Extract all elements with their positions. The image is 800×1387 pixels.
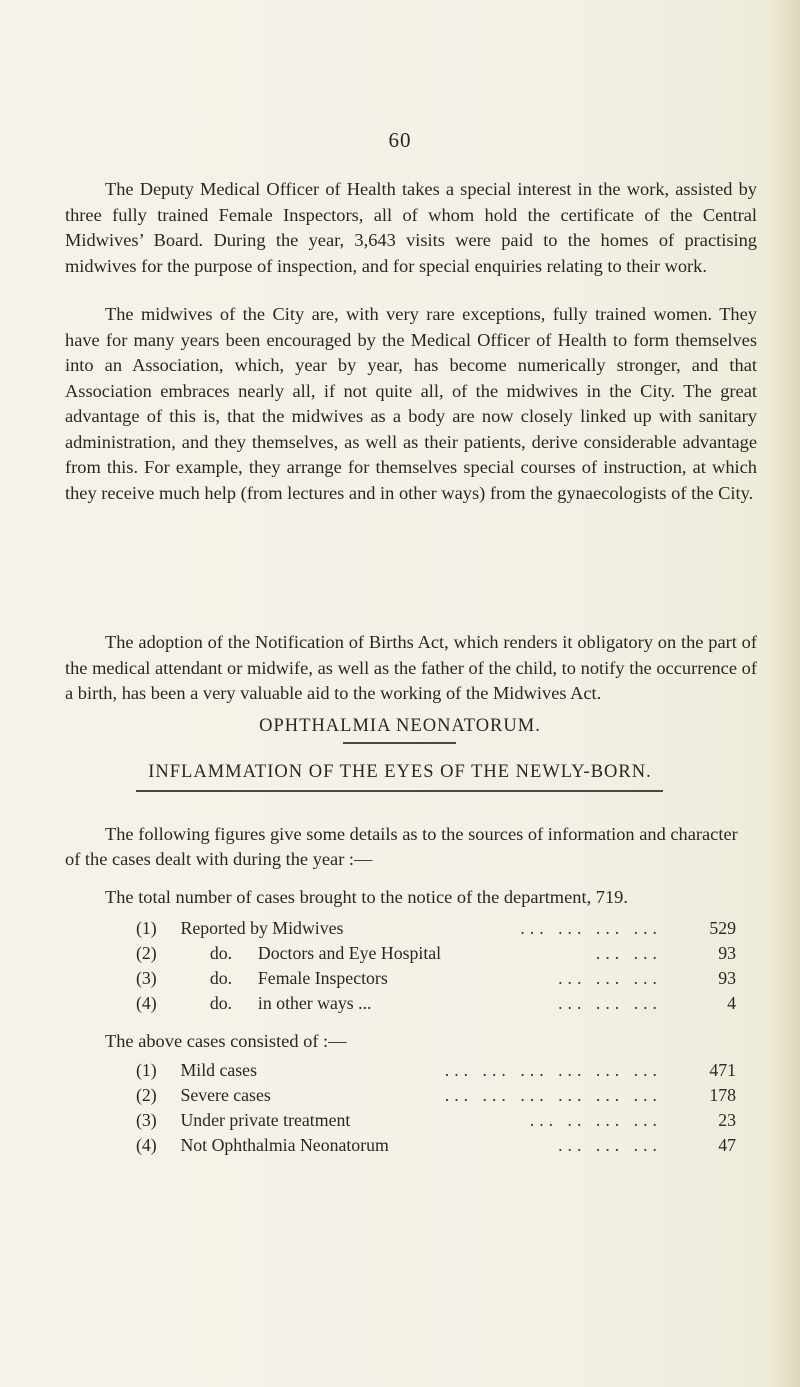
source-value: 93 bbox=[718, 943, 736, 963]
paragraph-2: The midwives of the City are, with very rare exceptions, fully trained women. They have for many years been encouraged by the Medical Officer of Health to form themselves into an Association, which, year by year, has become numerically stronger, and that Association embraces nearly all, if not quite all, of the midwives in the City. The great advantage of this is, that the midwives as a body are now closely linked up with sanitary administration, and they themselves, as well as their patients, derive considerable advantage from this. For example, they arrange for themselves special courses of instruction, at which they receive much help (from lectures and in other ways) from the gynaecologists of the City. bbox=[65, 304, 757, 503]
case-value: 471 bbox=[709, 1060, 736, 1080]
case-label: Mild cases bbox=[180, 1060, 257, 1080]
source-number: (4) bbox=[136, 993, 157, 1013]
paragraph-3: The adoption of the Notification of Births Act, which renders it obligatory on the part of the medical attendant or midwife, as well as the father of the child, to notify the occurrence of a birth, has been a very valuable aid to the working of the Midwives Act. bbox=[65, 632, 757, 703]
source-number: (3) bbox=[136, 968, 157, 988]
case-value: 47 bbox=[718, 1135, 736, 1155]
page-number: 60 bbox=[388, 128, 412, 152]
leader-dots: ... ... ... bbox=[558, 968, 662, 988]
figures-introduction: The following figures give some details as to the sources of information and character of the cases dealt with during the year :— bbox=[65, 824, 738, 869]
case-value: 178 bbox=[709, 1085, 736, 1105]
case-number: (1) bbox=[136, 1060, 157, 1080]
source-label: Reported by Midwives bbox=[180, 918, 344, 938]
section-title: OPHTHALMIA NEONATORUM. bbox=[259, 716, 541, 736]
case-row-4 bbox=[136, 1133, 736, 1158]
source-label: in other ways ... bbox=[257, 993, 372, 1013]
leader-dots: ... ... ... bbox=[558, 993, 662, 1013]
ditto-mark: do. bbox=[209, 943, 233, 963]
source-label: Female Inspectors bbox=[257, 968, 388, 988]
sources-list bbox=[136, 916, 736, 1016]
case-label: Not Ophthalmia Neonatorum bbox=[180, 1135, 389, 1155]
source-label: Doctors and Eye Hospital bbox=[257, 943, 442, 963]
case-number: (2) bbox=[136, 1085, 157, 1105]
case-label: Under private treatment bbox=[180, 1110, 351, 1130]
case-label: Severe cases bbox=[180, 1085, 271, 1105]
source-number: (2) bbox=[136, 943, 157, 963]
section-subtitle: INFLAMMATION OF THE EYES OF THE NEWLY-BORN. bbox=[148, 762, 652, 782]
source-value: 4 bbox=[727, 993, 736, 1013]
leader-dots: ... .. ... ... bbox=[529, 1110, 662, 1130]
subtitle-underline bbox=[136, 790, 663, 792]
leader-dots: ... ... ... ... ... ... bbox=[444, 1060, 662, 1080]
leader-dots: ... ... bbox=[595, 943, 662, 963]
total-cases-statement: The total number of cases brought to the notice of the department, 719. bbox=[105, 887, 628, 907]
case-number: (4) bbox=[136, 1135, 157, 1155]
source-value: 93 bbox=[718, 968, 736, 988]
case-value: 23 bbox=[718, 1110, 736, 1130]
source-row-4 bbox=[136, 991, 736, 1016]
source-number: (1) bbox=[136, 918, 157, 938]
case-types-list bbox=[136, 1058, 736, 1158]
paragraph-1: The Deputy Medical Officer of Health takes a special interest in the work, assisted by three fully trained Female Inspectors, all of whom hold the certificate of the Central Midwives’ Board. During the year, 3,643 visits were paid to the homes of practising midwives for the purpose of inspection, and for special enquiries relating to their work. bbox=[65, 179, 757, 276]
leader-dots: ... ... ... bbox=[558, 1135, 662, 1155]
source-row-3 bbox=[136, 966, 736, 991]
ditto-mark: do. bbox=[209, 993, 233, 1013]
case-number: (3) bbox=[136, 1110, 157, 1130]
leader-dots: ... ... ... ... bbox=[520, 918, 662, 938]
source-value: 529 bbox=[709, 918, 736, 938]
consisted-statement: The above cases consisted of :— bbox=[105, 1031, 347, 1051]
page-edge-shading bbox=[766, 0, 800, 1387]
case-row-3 bbox=[136, 1108, 736, 1133]
source-row-2 bbox=[136, 941, 736, 966]
case-row-2 bbox=[136, 1083, 736, 1108]
source-row-1 bbox=[136, 916, 736, 941]
ditto-mark: do. bbox=[209, 968, 233, 988]
case-row-1 bbox=[136, 1058, 736, 1083]
leader-dots: ... ... ... ... ... ... bbox=[444, 1085, 662, 1105]
title-underline bbox=[343, 742, 456, 744]
